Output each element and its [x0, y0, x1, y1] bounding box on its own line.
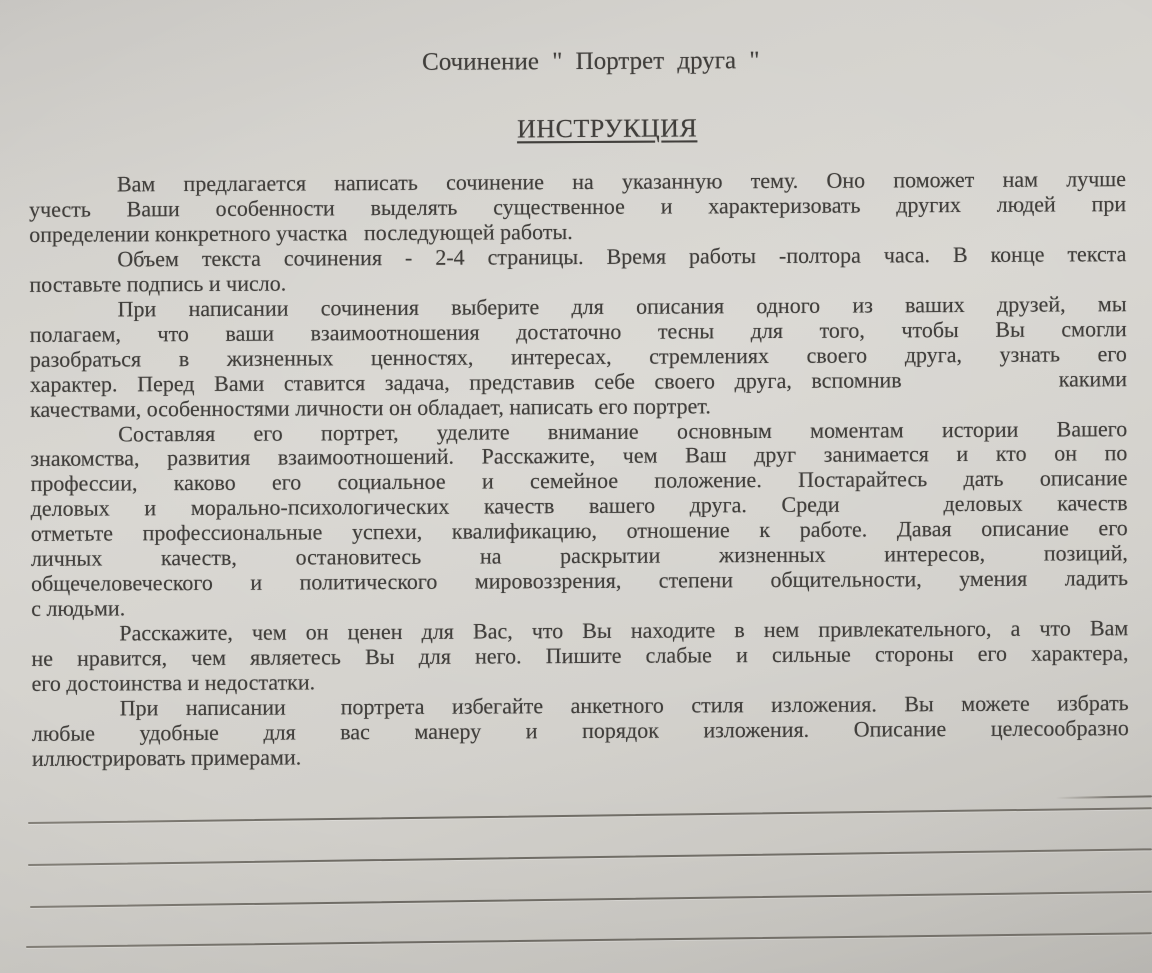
- instruction-heading: ИНСТРУКЦИЯ: [516, 113, 698, 144]
- document-page: [28, 0, 1129, 771]
- paragraph-line: отметьте профессиональные успехи, квалификацию, отношение к работе. Давая описание его: [30, 515, 1128, 547]
- paragraph-line: При написании сочинения выберите для описания одного из ваших друзей, мы: [117, 290, 1127, 322]
- paragraph-line: полагаем, что ваши взаимоотношения достаточно тесны для того, чтобы Вы смогли: [29, 315, 1127, 347]
- ruled-line: [28, 848, 1152, 866]
- essay-title: Сочинение " Портрет друга ": [422, 47, 760, 76]
- paragraph-line: поставьте подпись и число.: [29, 270, 287, 297]
- paragraph-line: знакомства, развития взаимоотношений. Расскажите, чем Ваш друг занимается и кто он по: [30, 440, 1128, 472]
- paragraph-line: Вам предлагается написать сочинение на указанную тему. Оно поможет нам лучше: [116, 166, 1127, 197]
- instruction-paragraph: [30, 417, 1128, 622]
- instruction-paragraph: [29, 167, 1126, 248]
- paragraph-line: личных качеств, остановитесь на раскрытии жизненных интересов, позиций,: [30, 540, 1128, 572]
- paragraph-line: качествами, особенностями личности он обладает, написать его портрет.: [30, 392, 711, 422]
- paragraph-line: Составляя его портрет, уделите внимание основным моментам истории Вашего: [118, 415, 1128, 446]
- paragraph-line: При написании портрета избегайте анкетного стиля изложения. Вы можете избрать: [119, 690, 1129, 721]
- paragraph-line: деловых и морально-психологических качеств вашего друга. Среди деловых качеств: [30, 490, 1128, 522]
- paragraph-line: иллюстрировать примерами.: [31, 744, 302, 771]
- paragraph-line: Объем текста сочинения - 2-4 страницы. Время работы -полтора часа. В конце текста: [117, 240, 1127, 272]
- ruled-line: [30, 891, 1152, 908]
- paragraph-line: с людьми.: [31, 595, 126, 622]
- ruled-line-partial: [1056, 795, 1152, 799]
- instruction-paragraph: [31, 616, 1128, 697]
- paragraph-line: определении конкретного участка последующей работы.: [29, 218, 573, 247]
- paragraph-line: характер. Перед Вами ставится задача, представив себе своего друга, вспомнив какими: [29, 365, 1128, 397]
- ruled-line: [26, 932, 1152, 948]
- paragraph-line: общечеловеческого и политического мировоззрения, степени общительности, умения ладить: [30, 565, 1129, 597]
- paragraph-line: разобраться в жизненных ценностях, интересах, стремлениях своего друга, узнать его: [29, 340, 1127, 372]
- instruction-paragraph: [29, 242, 1126, 298]
- instruction-paragraph: [30, 292, 1128, 423]
- paragraph-line: любые удобные для вас манеру и порядок изложения. Описание целесообразно: [31, 715, 1129, 746]
- paragraph-line: профессии, каково его социальное и семейное положение. Постарайтесь дать описание: [30, 465, 1128, 497]
- paragraph-line: его достоинства и недостатки.: [31, 669, 316, 696]
- paragraph-line: Расскажите, чем он ценен для Вас, что Вы находите в нем привлекательного, а что Вам: [119, 615, 1129, 646]
- paragraph-line: не нравится, чем являетесь Вы для него. Пишите слабые и сильные стороны его характера,: [31, 640, 1129, 671]
- instruction-paragraph: [32, 691, 1129, 772]
- instruction-body: [29, 167, 1129, 772]
- ruled-line: [28, 807, 1152, 824]
- paragraph-line: учесть Ваши особенности выделять существенное и характеризовать других людей при: [29, 191, 1127, 222]
